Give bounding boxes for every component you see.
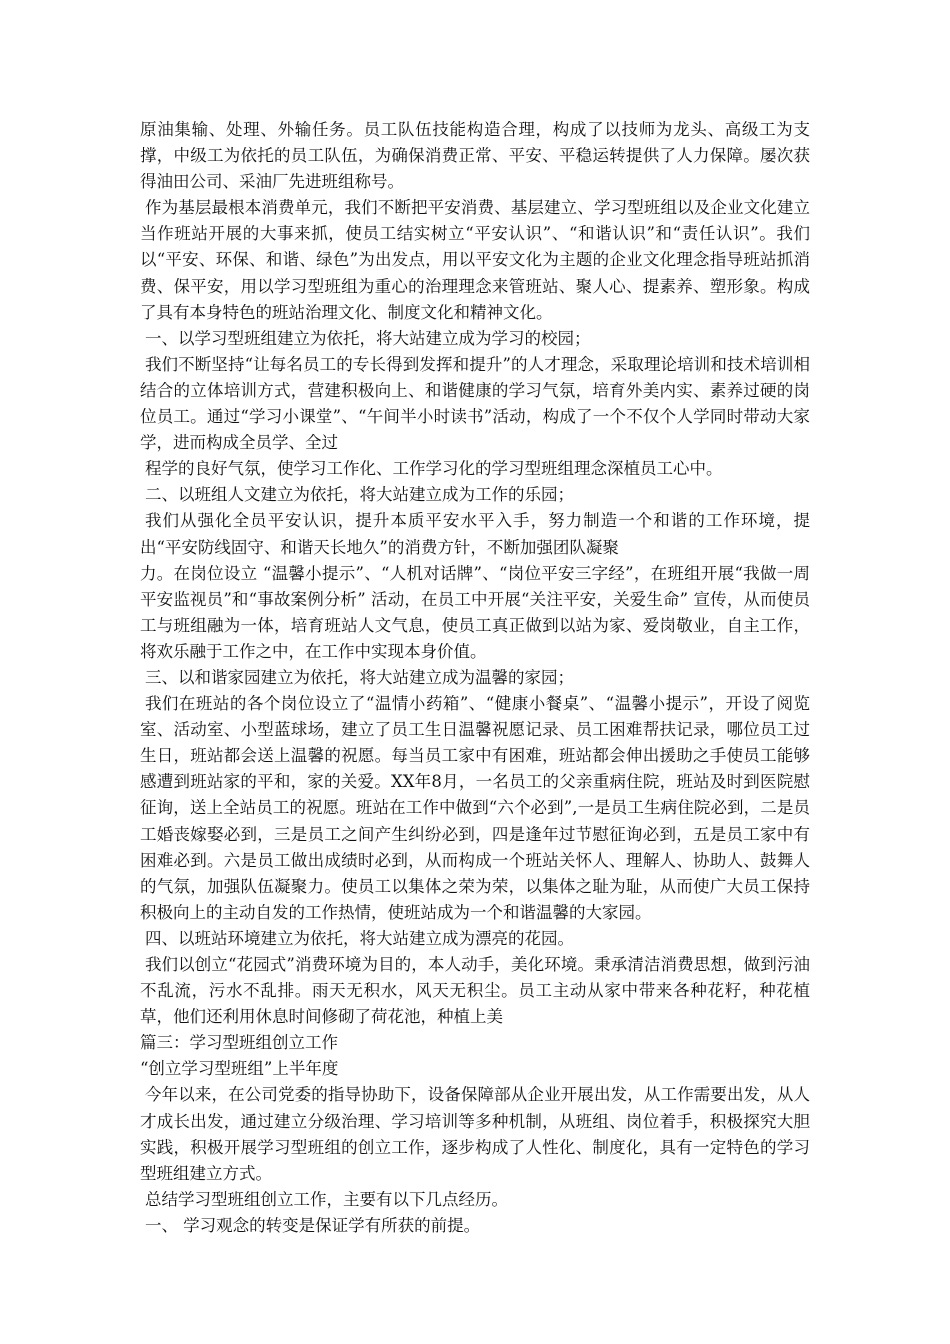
paragraph: 程学的良好气氛，使学习工作化、工作学习化的学习型班组理念深植员工心中。 [144, 459, 723, 479]
paragraph: 我们不断坚持“让每名员工的专长得到发挥和提升”的人才理念，采取理论培训和技术培训相结合的立体培训方式，营建积极向上、和谐健康的学习气氛，培育外美内实、素养过硬的岗位员工。通过“学习小课堂”、“午间半小时读书”活动，构成了一个不仅个人学同时带动大家学，进而构成全员学、全过 [140, 354, 810, 453]
paragraph: 作为基层最根本消费单元，我们不断把平安消费、基层建立、学习型班组以及企业文化建立当作班站开展的大事来抓，使员工结实树立“平安认识”、“和谐认识”和“责任认识”。我们以“平安、环保、和谐、绿色”为出发点，用以平安文化为主题的企业文化理念指导班站抓消费、保平安，用以学习型班组为重心的治理理念来管班站、聚人心、提素养、塑形象。构成了具有本身特色的班站治理文化、制度文化和精神文化。 [140, 198, 810, 322]
document-page [140, 117, 810, 1239]
paragraph: 一、以学习型班组建立为依托，将大站建立成为学习的校园； [144, 328, 591, 348]
paragraph: 四、以班站环境建立为依托，将大站建立成为漂亮的花园。 [144, 928, 574, 948]
paragraph: 三、以和谐家园建立为依托，将大站建立成为温馨的家园； [144, 667, 574, 687]
paragraph: 我们以创立“花园式”消费环境为目的，本人动手，美化环境。秉承清洁消费思想，做到污油不乱流，污水不乱排。雨天无积水，风天无积尘。员工主动从家中带来各种花籽，种花植草，他们还利用休息时间修砌了荷花池，种植上美 [140, 955, 810, 1027]
paragraph: 二、以班组人文建立为依托，将大站建立成为工作的乐园； [144, 485, 574, 505]
paragraph: 我们从强化全员平安认识，提升本质平安水平入手，努力制造一个和谐的工作环境，提出“平安防线固守、和谐天长地久”的消费方针，不断加强团队凝聚 [140, 511, 810, 557]
paragraph: 原油集输、处理、外输任务。员工队伍技能构造合理，构成了以技师为龙头、高级工为支撑，中级工为依托的员工队伍，为确保消费正常、平安、平稳运转提供了人力保障。屡次获得油田公司、采油厂先进班组称号。 [140, 120, 810, 192]
paragraph: 总结学习型班组创立工作，主要有以下几点经历。 [144, 1189, 508, 1209]
paragraph: 我们在班站的各个岗位设立了“温情小药箱”、“健康小餐桌”、“温馨小提示”，开设了阅览室、活动室、小型蓝球场，建立了员工生日温馨祝愿记录、员工困难帮扶记录，哪位员工过生日，班站都会送上温馨的祝愿。每当员工家中有困难，班站都会伸出援助之手使员工能够感遭到班站家的平和，家的关爱。XX年8月，一名员工的父亲重病住院，班站及时到医院慰征询，送上全站员工的祝愿。班站在工作中做到“六个必到”,一是员工生病住院必到，二是员工婚丧嫁娶必到，三是员工之间产生纠纷必到，四是逢年过节慰征询必到，五是员工家中有困难必到。六是员工做出成绩时必到，从而构成一个班站关怀人、理解人、协助人、鼓舞人的气氛，加强队伍凝聚力。使员工以集体之荣为荣，以集体之耻为耻，从而使广大员工保持积极向上的主动自发的工作热情，使班站成为一个和谐温馨的大家园。 [140, 694, 810, 922]
paragraph: 今年以来，在公司党委的指导协助下，设备保障部从企业开展出发，从工作需要出发，从人才成长出发，通过建立分级治理、学习培训等多种机制，从班组、岗位着手，积极探究大胆实践，积极开展学习型班组的创立工作，逐步构成了人性化、制度化，具有一定特色的学习型班组建立方式。 [140, 1085, 810, 1183]
paragraph: 篇三：学习型班组创立工作 [140, 1033, 338, 1053]
paragraph: 一、 学习观念的转变是保证学有所获的前提。 [144, 1215, 481, 1235]
paragraph: 力。在岗位设立 “温馨小提示”、“人机对话牌”、“岗位平安三字经”，在班组开展“我做一周平安监视员”和“事故案例分析” 活动，在员工中开展“关注平安，关爱生命” 宣传，从而使员工与班组融为一体，培育班站人文气息，使员工真正做到以站为家、爱岗敬业，自主工作，将欢乐融于工作之中，在工作中实现本身价值。 [140, 563, 810, 661]
paragraph: “创立学习型班组”上半年度 [140, 1059, 339, 1079]
